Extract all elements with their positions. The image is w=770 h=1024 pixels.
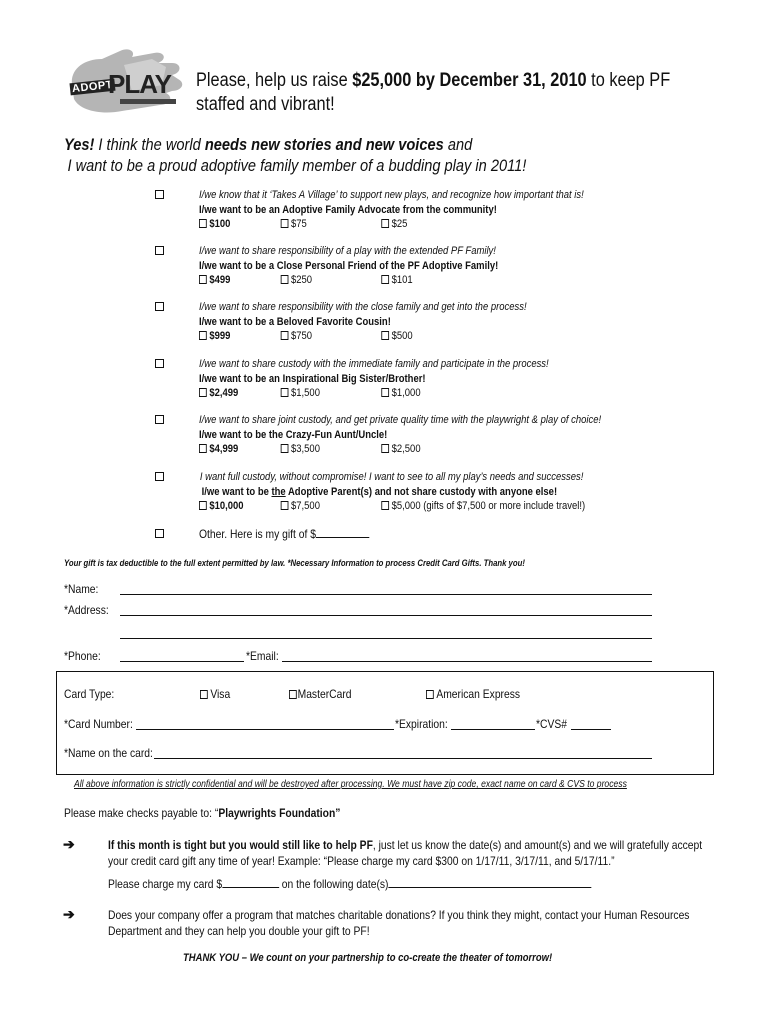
option-title: I/we want to be an Adoptive Family Advocate from the community! xyxy=(199,203,497,216)
amount-checkbox[interactable] xyxy=(281,331,289,340)
intro-yes: Yes! xyxy=(64,135,95,154)
bullet2-text xyxy=(108,907,689,939)
bullet1-bold: If this month is tight but you would still like to help PF xyxy=(108,838,373,852)
phone-label: *Phone: xyxy=(64,649,101,663)
option-amounts xyxy=(199,273,498,288)
bullet2-line1: Does your company offer a program that matches charitable donations? If you think they might, contact your Human Resources xyxy=(108,908,690,922)
amount-2-label: $7,500 xyxy=(291,500,320,512)
intro-text xyxy=(64,134,526,176)
other-gift-label: Other. Here is my gift of $ xyxy=(199,527,317,541)
amount-checkbox[interactable] xyxy=(199,444,207,453)
option-block xyxy=(199,413,601,457)
tax-note: Your gift is tax deductible to the full extent permitted by law. *Necessary Information to process Credit Card Gifts. Thank you! xyxy=(64,558,525,568)
thank-you-note: THANK YOU – We count on your partnership to co-create the theater of tomorrow! xyxy=(183,952,553,964)
logo-play-text: PLAY xyxy=(108,69,171,99)
amount-checkbox[interactable] xyxy=(381,331,389,340)
address-field-2[interactable] xyxy=(120,638,652,639)
option-checkbox[interactable] xyxy=(155,415,164,424)
card-section xyxy=(56,671,714,775)
checks-pre: Please make checks payable to: “ xyxy=(64,806,219,820)
confidential-note: All above information is strictly confidential and will be destroyed after processing. We must have zip code, exact name on card & CVS to process xyxy=(74,779,627,790)
amount-2-label: $3,500 xyxy=(291,443,320,455)
amount-choice-1[interactable] xyxy=(199,386,238,401)
amount-3-label: $500 xyxy=(391,330,413,342)
email-label: *Email: xyxy=(246,649,279,663)
amount-1-label: $10,000 xyxy=(209,500,244,512)
option-description: I/we want to share custody with the immediate family and participate in the process! xyxy=(199,358,549,370)
amount-choice-1[interactable] xyxy=(199,217,230,232)
option-title-the: the xyxy=(271,485,286,498)
option-block xyxy=(199,357,549,401)
amex-label: American Express xyxy=(436,687,521,701)
amount-choice-3[interactable] xyxy=(381,329,412,344)
amount-checkbox[interactable] xyxy=(199,331,207,340)
option-checkbox[interactable] xyxy=(155,190,164,199)
option-amounts xyxy=(199,499,586,514)
header-post: to keep PF xyxy=(586,70,671,91)
intro-emph: needs new stories and new voices xyxy=(204,135,444,154)
option-block xyxy=(199,300,527,344)
option-description: I/we know that it ‘Takes A Village’ to support new plays, and recognize how important that is! xyxy=(199,189,584,201)
amount-1-label: $2,499 xyxy=(209,387,239,399)
mastercard-option[interactable] xyxy=(289,687,352,701)
header-pre: Please, help us raise xyxy=(196,70,353,91)
amount-checkbox[interactable] xyxy=(381,444,389,453)
option-description: I/we want to share responsibility of a play with the extended PF Family! xyxy=(199,245,496,257)
intro-part1: I think the world xyxy=(94,135,205,154)
amount-choice-2[interactable] xyxy=(281,499,320,514)
amount-choice-2[interactable] xyxy=(281,386,320,401)
amount-choice-3[interactable] xyxy=(381,442,420,457)
address-label: *Address: xyxy=(64,603,109,617)
option-title xyxy=(199,486,557,498)
amount-choice-2[interactable] xyxy=(281,273,312,288)
option-checkbox[interactable] xyxy=(155,246,164,255)
visa-option[interactable] xyxy=(200,687,230,701)
amount-choice-2[interactable] xyxy=(281,442,320,457)
amount-1-label: $999 xyxy=(209,330,231,342)
logo xyxy=(62,45,190,123)
bullet2-line2: Department and they can help you double your gift to PF! xyxy=(108,924,370,938)
amount-choice-3[interactable] xyxy=(381,217,407,232)
bullet1-line2: your credit card gift any time of year! Example: “Please charge my card $300 on 1/17/11, 3/17/11, and 5/17/11.” xyxy=(108,854,615,868)
cvs-label: *CVS# xyxy=(536,717,567,731)
expiration-field[interactable] xyxy=(451,729,535,730)
header-title xyxy=(196,69,670,117)
visa-checkbox[interactable] xyxy=(200,690,208,699)
amount-choice-3[interactable] xyxy=(381,499,585,514)
amount-3-label: $1,000 xyxy=(391,387,421,399)
other-gift-checkbox[interactable] xyxy=(155,529,164,538)
amount-choice-1[interactable] xyxy=(199,442,238,457)
amex-checkbox[interactable] xyxy=(426,690,434,699)
option-title: I/we want to be an Inspirational Big Sister/Brother! xyxy=(199,372,426,385)
option-block xyxy=(199,188,584,232)
option-title-post: Adoptive Parent(s) and not share custody with anyone else! xyxy=(285,485,558,498)
amount-choice-2[interactable] xyxy=(281,217,307,232)
amount-2-label: $750 xyxy=(291,330,313,342)
charge-pre: Please charge my card $ xyxy=(108,877,223,891)
logo-tagline-bar xyxy=(120,99,176,104)
amount-checkbox[interactable] xyxy=(381,219,389,228)
name-label: *Name: xyxy=(64,582,99,596)
checks-payee: Playwrights Foundation” xyxy=(218,806,341,820)
option-block xyxy=(199,244,498,288)
checks-line xyxy=(64,806,340,820)
mastercard-label: MasterCard xyxy=(297,687,352,701)
option-amounts xyxy=(199,217,584,232)
card-number-label: *Card Number: xyxy=(64,717,133,731)
intro-part2: and xyxy=(443,135,473,154)
charge-line xyxy=(108,877,591,891)
option-title: I/we want to be the Crazy-Fun Aunt/Uncle! xyxy=(199,428,388,441)
email-field[interactable] xyxy=(282,661,652,662)
header-line2: staffed and vibrant! xyxy=(196,94,335,115)
amount-checkbox[interactable] xyxy=(281,444,289,453)
amount-1-label: $4,999 xyxy=(209,443,239,455)
name-field[interactable] xyxy=(120,594,652,595)
bullet1-text xyxy=(108,837,702,869)
amount-3-label: $25 xyxy=(391,218,408,230)
amount-checkbox[interactable] xyxy=(199,219,207,228)
option-title-pre: I/we want to be xyxy=(201,485,272,498)
amount-2-label: $1,500 xyxy=(291,387,320,399)
option-description: I want full custody, without compromise! I want to see to all my play’s needs and successes! xyxy=(199,471,584,483)
amount-checkbox[interactable] xyxy=(281,275,289,284)
amount-choice-3[interactable] xyxy=(381,386,420,401)
visa-label: Visa xyxy=(210,687,231,701)
amount-checkbox[interactable] xyxy=(199,388,207,397)
amount-checkbox[interactable] xyxy=(281,501,289,510)
amount-choice-1[interactable] xyxy=(199,273,230,288)
option-amounts xyxy=(199,386,549,401)
option-checkbox[interactable] xyxy=(155,359,164,368)
intro-line2: I want to be a proud adoptive family member of a budding play in 2011! xyxy=(67,156,527,175)
charge-amount-field[interactable] xyxy=(222,887,279,888)
option-block xyxy=(199,470,586,514)
logo-adopt-text: ADOPT xyxy=(71,78,114,96)
amount-3-label: $2,500 xyxy=(391,443,421,455)
amex-option[interactable] xyxy=(426,687,520,701)
charge-mid: on the following date(s) xyxy=(278,877,389,891)
header-amount: $25,000 by December 31, 2010 xyxy=(352,70,587,91)
charge-dates-field[interactable] xyxy=(388,887,591,888)
card-type-label: Card Type: xyxy=(64,687,115,701)
amount-checkbox[interactable] xyxy=(199,275,207,284)
arrow-icon: ➔ xyxy=(63,836,75,852)
amount-2-label: $75 xyxy=(291,218,307,230)
name-on-card-label: *Name on the card: xyxy=(64,746,153,760)
option-checkbox[interactable] xyxy=(155,472,164,481)
amount-checkbox[interactable] xyxy=(281,219,289,228)
amount-checkbox[interactable] xyxy=(199,501,207,510)
option-checkbox[interactable] xyxy=(155,302,164,311)
amount-choice-1[interactable] xyxy=(199,499,244,514)
cvs-field[interactable] xyxy=(571,729,611,730)
amount-3-label: $101 xyxy=(391,274,413,286)
option-title: I/we want to be a Beloved Favorite Cousin! xyxy=(199,315,391,328)
mastercard-checkbox[interactable] xyxy=(289,690,297,699)
amount-checkbox[interactable] xyxy=(281,388,289,397)
amount-checkbox[interactable] xyxy=(381,275,389,284)
phone-field[interactable] xyxy=(120,661,244,662)
amount-checkbox[interactable] xyxy=(381,501,389,510)
option-amounts xyxy=(199,329,527,344)
other-gift-row xyxy=(199,527,369,541)
amount-1-label: $499 xyxy=(209,274,231,286)
amount-3-label: $5,000 (gifts of $7,500 or more include travel!) xyxy=(391,500,586,512)
arrow-icon: ➔ xyxy=(63,906,75,922)
amount-2-label: $250 xyxy=(291,274,313,286)
amount-choice-3[interactable] xyxy=(381,273,412,288)
option-title: I/we want to be a Close Personal Friend of the PF Adoptive Family! xyxy=(199,259,499,272)
option-description: I/we want to share responsibility with the close family and get into the process! xyxy=(199,301,527,313)
amount-choice-1[interactable] xyxy=(199,329,230,344)
amount-checkbox[interactable] xyxy=(381,388,389,397)
card-number-field[interactable] xyxy=(136,729,394,730)
option-amounts xyxy=(199,442,601,457)
option-description: I/we want to share joint custody, and get private quality time with the playwright & play of choice! xyxy=(199,414,602,426)
amount-choice-2[interactable] xyxy=(281,329,312,344)
expiration-label: *Expiration: xyxy=(395,717,448,731)
bullet1-rest: , just let us know the date(s) and amount(s) and we will gratefully accept xyxy=(372,838,703,852)
other-gift-amount-field[interactable] xyxy=(316,537,369,538)
address-field-1[interactable] xyxy=(120,615,652,616)
amount-1-label: $100 xyxy=(209,218,231,230)
name-on-card-field[interactable] xyxy=(154,758,652,759)
